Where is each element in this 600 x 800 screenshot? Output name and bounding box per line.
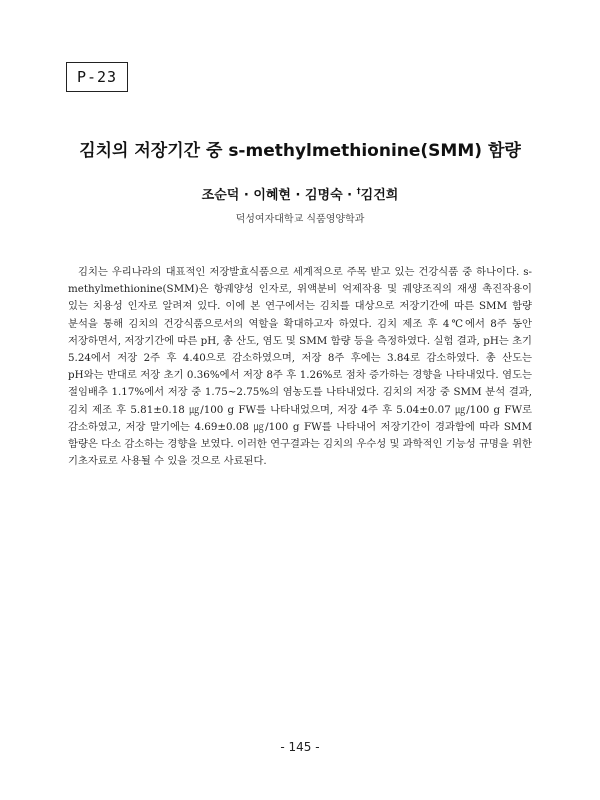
page-number: - 145 - <box>280 740 320 754</box>
author-list <box>0 184 600 203</box>
poster-label: P-23 <box>66 62 128 92</box>
co-authors: 조순덕 · 이혜현 · 김명숙 · <box>201 188 357 203</box>
corresponding-author-mark: † <box>356 186 361 196</box>
corresponding-author: 김건희 <box>360 188 399 203</box>
affiliation: 덕성여자대학교 식품영양학과 <box>235 214 365 225</box>
paper-title: 김치의 저장기간 중 s-methylmethionine(SMM) 함량 <box>79 141 521 161</box>
abstract-body: 김치는 우리나라의 대표적인 저장발효식품으로 세계적으로 주목 받고 있는 건강식품 중 하나이다. s-methylmethionine(SMM)은 항궤양성 인자로, 위액분비 억제작용 및 궤양조직의 재생 촉진작용이 있는 치용성 인자로 알려져 있다. 이에 본 연구에서는 김치를 대상으로 저장기간에 따른 SMM 함량 분석을 통해 김치의 건강식품으로서의 역할을 확대하고자 하였다. 김치 제조 후 4℃에서 8주 동안 저장하면서, 저장기간에 따른 pH, 총 산도, 염도 및 SMM 함량 등을 측정하였다. 실험 결과, pH는 초기 5.24에서 저장 2주 후 4.40으로 감소하였으며, 저장 8주 후에는 3.84로 감소하였다. 총 산도는 pH와는 반대로 저장 초기 0.36%에서 저장 8주 후 1.26%로 점차 증가하는 경향을 나타내었다. 염도는 절임배추 1.17%에서 저장 중 1.75~2.75%의 염농도를 나타내었다. 김치의 저장 중 SMM 분석 결과, 김치 제조 후 5.81±0.18 ㎍/100 g FW를 나타내었으며, 저장 4주 후 5.04±0.07 ㎍/100 g FW로 감소하였고, 저장 말기에는 4.69±0.08 ㎍/100 g FW를 나타내어 저장기간이 경과함에 따라 SMM 함량은 다소 감소하는 경향을 보였다. 이러한 연구결과는 김치의 우수성 및 과학적인 기능성 규명을 위한 기초자료로 사용될 수 있을 것으로 사료된다. <box>68 266 532 468</box>
